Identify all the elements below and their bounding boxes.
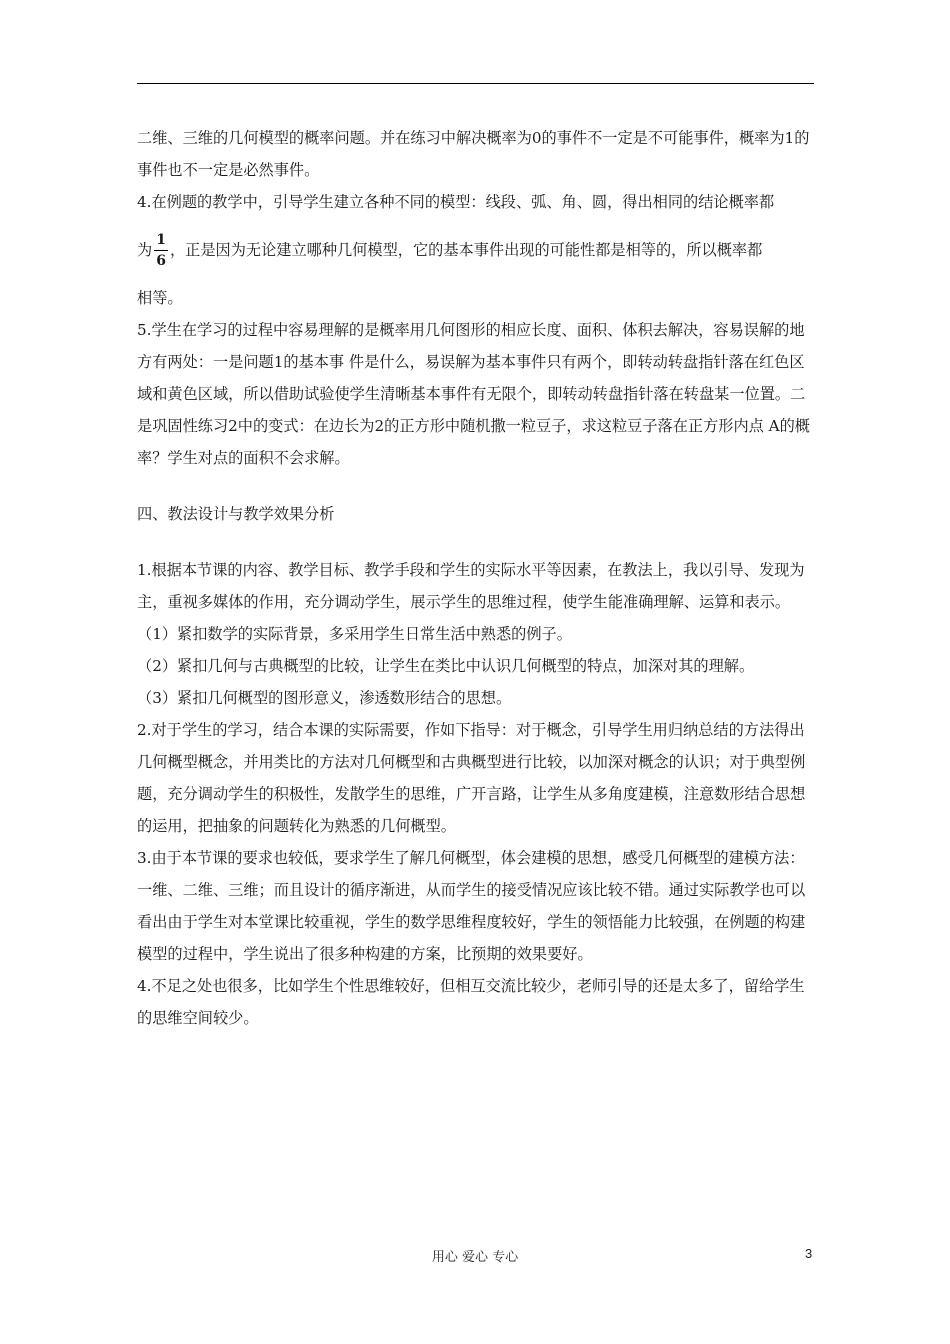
paragraph-method-3: 3.由于本节课的要求也较低，要求学生了解几何概型，体会建模的思想，感受几何概型的建模方法：一维、二维、三维；而且设计的循序渐进，从而学生的接受情况应该比较不错。通过实际教学也可以看出由于学生对本堂课比较重视，学生的数学思维程度较好，学生的领悟能力比较强，在例题的构建模型的过程中，学生说出了很多种构建的方案，比预期的效果要好。: [137, 849, 806, 963]
document-body: [137, 122, 819, 1034]
list-item-1: （1）紧扣数学的实际背景，多采用学生日常生活中熟悉的例子。: [137, 625, 572, 643]
fraction-line: [137, 218, 819, 282]
list-item-2: （2）紧扣几何与古典概型的比较，让学生在类比中认识几何概型的特点，加深对其的理解。: [137, 657, 755, 675]
list-item-3: （3）紧扣几何概型的图形意义，渗透数形结合的思想。: [137, 689, 512, 707]
paragraph-item-4: 4.在例题的教学中，引导学生建立各种不同的模型：线段、弧、角、圆，得出相同的结论概率都: [137, 193, 775, 211]
paragraph-item-4-end: 相等。: [137, 289, 183, 307]
fraction-numerator: 1: [154, 233, 168, 251]
paragraph-continuation: 二维、三维的几何模型的概率问题。并在练习中解决概率为0的事件不一定是不可能事件，概率为1的事件也不一定是必然事件。: [137, 129, 810, 179]
paragraph-method-1: 1.根据本节课的内容、教学目标、教学手段和学生的实际水平等因素，在教法上，我以引导、发现为主，重视多媒体的作用，充分调动学生，展示学生的思维过程，使学生能准确理解、运算和表示。: [137, 561, 805, 611]
paragraph-method-4: 4.不足之处也很多，比如学生个性思维较好，但相互交流比较少，老师引导的还是太多了，留给学生的思维空间较少。: [137, 977, 805, 1027]
fraction-prefix: 为: [137, 241, 153, 259]
fraction-one-sixth: [154, 233, 168, 268]
header-rule: [137, 83, 814, 84]
fraction-denominator: 6: [156, 252, 166, 269]
paragraph-method-2: 2.对于学生的学习，结合本课的实际需要，作如下指导：对于概念，引导学生用归纳总结的方法得出几何概型概念，并用类比的方法对几何概型和古典概型进行比较，以加深对概念的认识；对于典型例题，充分调动学生的积极性，发散学生的思维，广开言路，让学生从多角度建模，注意数形结合思想的运用，把抽象的问题转化为熟悉的几何概型。: [137, 721, 806, 835]
section-heading-4: 四、教法设计与教学效果分析: [137, 505, 335, 523]
paragraph-item-5: 5.学生在学习的过程中容易理解的是概率用几何图形的相应长度、面积、体积去解决，容易误解的地方有两处：一是问题1的基本事 件是什么，易误解为基本事件只有两个，即转动转盘指针落在红色区域和黄色区域，所以借助试验使学生清晰基本事件有无限个，即转动转盘指针落在转盘某一位置。二是巩固性练习2中的变式：在边长为2的正方形中随机撒一粒豆子，求这粒豆子落在正方形内点 A的概率？学生对点的面积不会求解。: [137, 321, 810, 467]
page-number: 3: [805, 1246, 813, 1261]
footer-motto: 用心 爱心 专心: [431, 1250, 519, 1265]
fraction-suffix: ，正是因为无论建立哪种几何模型，它的基本事件出现的可能性都是相等的，所以概率都: [169, 241, 763, 259]
